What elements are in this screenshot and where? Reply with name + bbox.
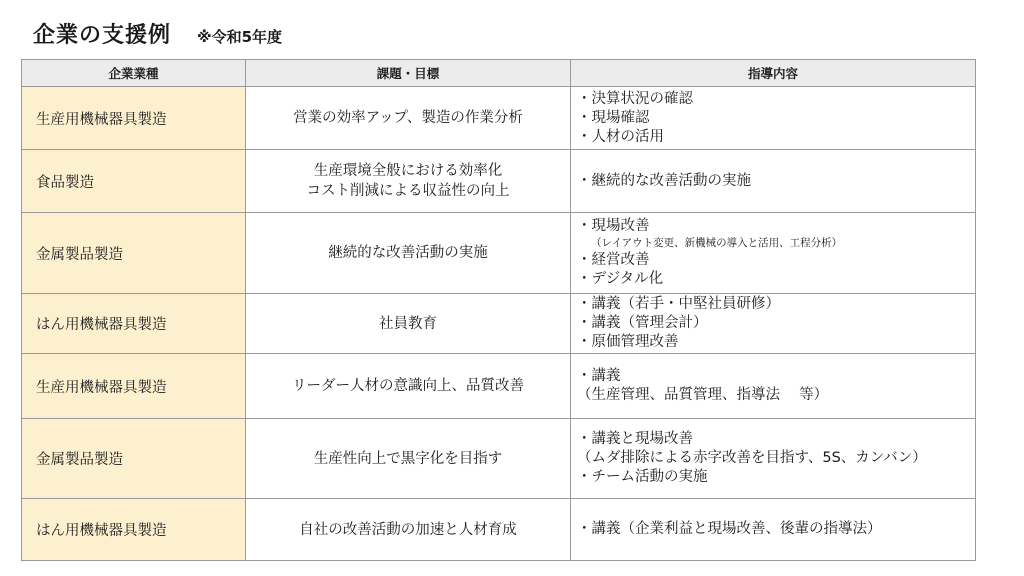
goal-line: 社員教育 [379, 315, 437, 332]
guidance-line: ・チーム活動の実施 [577, 469, 708, 485]
guidance-line: ・現場確認 [577, 109, 650, 126]
goal-cell [246, 354, 571, 419]
guidance-line: ・経営改善 [577, 252, 650, 268]
guidance-line: ・継続的な改善活動の実施 [577, 172, 751, 189]
industry-cell: 生産用機械器具製造 [22, 87, 246, 150]
goal-cell [246, 294, 571, 354]
goal-cell [246, 419, 571, 499]
guidance-line: ・人材の活用 [577, 128, 664, 145]
guidance-cell [571, 419, 976, 499]
guidance-line: ・講義と現場改善 [577, 431, 693, 447]
goal-line: 継続的な改善活動の実施 [328, 245, 488, 261]
industry-cell: はん用機械器具製造 [22, 499, 246, 561]
goal-line: コスト削減による収益性の向上 [306, 183, 510, 199]
guidance-cell [571, 150, 976, 213]
table-row [22, 150, 976, 213]
table-row [22, 294, 976, 354]
title-area [33, 18, 282, 49]
industry-cell: 食品製造 [22, 150, 246, 213]
goal-cell [246, 150, 571, 213]
goal-cell [246, 499, 571, 561]
industry-cell: 金属製品製造 [22, 213, 246, 294]
industry-cell: はん用機械器具製造 [22, 294, 246, 354]
goal-line: 生産環境全般における効率化 [313, 163, 503, 179]
guidance-line: （ムダ排除による赤字改善を目指す、5S、カンバン） [577, 450, 927, 466]
header-guidance: 指導内容 [571, 60, 976, 87]
table-header-row [22, 60, 976, 87]
guidance-line: ・講義（管理会計） [577, 315, 708, 331]
fiscal-year-note: ※令和5年度 [197, 28, 283, 46]
guidance-line: ・決算状況の確認 [577, 90, 693, 107]
goal-line: 生産性向上で黒字化を目指す [313, 450, 503, 467]
goal-cell [246, 87, 571, 150]
goal-cell [246, 213, 571, 294]
guidance-line: ・講義（企業利益と現場改善、後輩の指導法） [577, 521, 882, 537]
support-examples-table [21, 59, 976, 561]
industry-cell: 生産用機械器具製造 [22, 354, 246, 419]
table-row [22, 87, 976, 150]
page-title: 企業の支援例 [33, 23, 172, 48]
table-row [22, 354, 976, 419]
guidance-line: ・講義 [577, 368, 621, 384]
table-row [22, 499, 976, 561]
table-row [22, 419, 976, 499]
guidance-line: ・原価管理改善 [577, 334, 679, 350]
guidance-cell [571, 87, 976, 150]
guidance-cell [571, 294, 976, 354]
guidance-cell [571, 213, 976, 294]
guidance-line: ・講義（若手・中堅社員研修） [577, 296, 780, 312]
header-industry: 企業業種 [22, 60, 246, 87]
guidance-line: ・現場改善 [577, 218, 650, 234]
goal-line: 自社の改善活動の加速と人材育成 [299, 521, 517, 538]
header-goal: 課題・目標 [246, 60, 571, 87]
guidance-line: ・デジタル化 [577, 271, 664, 287]
guidance-cell [571, 499, 976, 561]
goal-line: リーダー人材の意識向上、品質改善 [292, 378, 524, 394]
goal-line: 営業の効率アップ、製造の作業分析 [293, 110, 523, 126]
guidance-note: （レイアウト変更、新機械の導入と活用、工程分析） [591, 237, 843, 249]
guidance-cell [571, 354, 976, 419]
table-row [22, 213, 976, 294]
industry-cell: 金属製品製造 [22, 419, 246, 499]
guidance-line: （生産管理、品質管理、指導法 等） [577, 387, 829, 403]
